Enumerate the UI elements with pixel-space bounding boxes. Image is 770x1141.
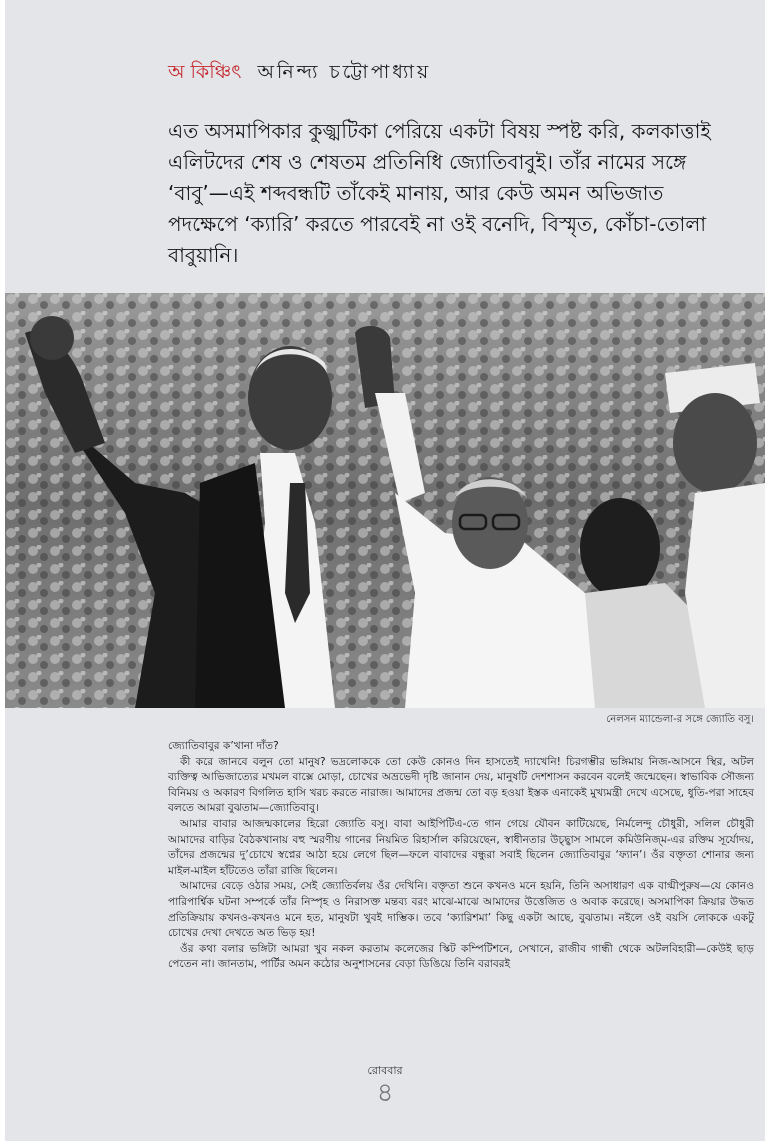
article-paragraph: কী করে জানবে বলুন তো মানুষ? ভদ্রলোককে তো কেউ কোনও দিন হাসতেই দ্যাখেনি! চিরগম্ভীর ভঙ্গিমায় নিজ-আসনে স্থির, অটল ব্যক্তিত্ব আভিজাত্যের মখমল বাক্সে মোড়া, চোখের অভ্রভেদী দৃষ্টি জানান দেয়, মানুষটি দেশশাসন করবেন বলেই জন্মেছেন। স্বাভাবিক সৌজন্য বিনিময় ও অকারণ বিগলিত হাসি খরচ করতে নারাজ। আমাদের প্রজন্ম তো বড় হওয়া ইস্তক এনাকেই মুখ্যমন্ত্রী দেখে এসেছে, ধুতি-পরা সাহেব বলতে আমরা বুঝতাম—জ্যোতিবাবু। [168, 755, 754, 815]
photo-caption: নেলসন ম্যান্ডেলা-র সঙ্গে জ্যোতি বসু। [606, 714, 754, 725]
article-paragraph: ওঁর কথা বলার ভঙ্গিটা আমরা খুব নকল করতাম কলেজের স্কিট কম্পিটিশনে, সেখানে, রাজীব গান্ধী থেকে অটলবিহারী—কেউই ছাড় পেতেন না। জানতাম, পার্টির অমন কঠোর অনুশাসনের বেড়া ডিঙিয়ে তিনি বরাবরই [168, 942, 754, 971]
article-question: জ্যোতিবাবুর ক’খানা দাঁত? [168, 740, 279, 752]
article-paragraph: আমাদের বেড়ে ওঠার সময়, সেই জ্যোতির্বলয় ওঁর দেখিনি। বক্তৃতা শুনে কখনও মনে হয়নি, তিনি অসাধারণ এক বাগ্মীপুরুষ—যে কোনও পারিপার্শ্বিক ঘটনা সম্পর্কে তাঁর নিস্পৃহ ও নিরাসক্ত মন্তব্য বরং মাঝে-মাঝে আমাদের উত্তেজিত ও অবাক করেছে। অসমাপিকা ক্রিয়ার উদ্ধত প্রতিক্রিয়ায় কখনও-কখনও মনে হত, মানুষটা খুবই দাম্ভিক। তবে ‘ক্যারিশমা’ কিছু একটা আছে, বুঝতাম। নইলে ওই বয়সি লোককে একটু চোখের দেখা দেখতে অত ভিড় হয়! [168, 880, 754, 940]
article-body [168, 739, 754, 973]
photo-mandela-jyoti-basu [5, 293, 765, 708]
author-name: অনিন্দ্য চট্টোপাধ্যায় [257, 61, 432, 83]
page-number: ৪ [376, 1078, 394, 1108]
column-name: অ কিঞ্চিৎ [168, 61, 242, 83]
article-paragraph: আমার বাবার আজন্মকালের হিরো জ্যোতি বসু। বাবা আইপিটিএ-তে গান গেয়ে যৌবন কাটিয়েছে, নির্মলেন্দু চৌধুরী, সলিল চৌধুরী আমাদের বাড়ির বৈঠকখানায় বহু স্মরণীয় গানের নিয়মিত রিহার্সাল করিয়েছেন, স্বাধীনতার উচ্ছ্বাস সামলে কমিউনিজ্‌ম-এর রক্তিম সূর্যোদয়, তাঁদের প্রজন্মের দু’চোখে স্বপ্নের আঠা হয়ে লেগে ছিল—ফলে বাবাদের বন্ধুরা সবাই ছিলেন জ্যোতিবাবুর ‘ফ্যান’। ওঁর বক্তৃতা শোনার জন্য মাইল-মাইল হাঁটতেও তাঁরা রাজি ছিলেন। [168, 817, 754, 877]
column-header [168, 58, 431, 90]
intro-pull-quote: এত অসমাপিকার কুজ্ঝটিকা পেরিয়ে একটা বিষয় স্পষ্ট করি, কলকাত্তাই এলিটদের শেষ ও শেষতম প্রতিনিধি জ্যোতিবাবুই। তাঁর নামের সঙ্গে ‘বাবু’—এই শব্দবন্ধটি তাঁকেই মানায়, আর কেউ অমন অভিজাত পদক্ষেপে ‘ক্যারি’ করতে পারবেই না ওই বনেদি, বিস্মৃত, কোঁচা-তোলা বাবুয়ানি। [168, 119, 711, 267]
magazine-name: রোববার [367, 1064, 403, 1077]
